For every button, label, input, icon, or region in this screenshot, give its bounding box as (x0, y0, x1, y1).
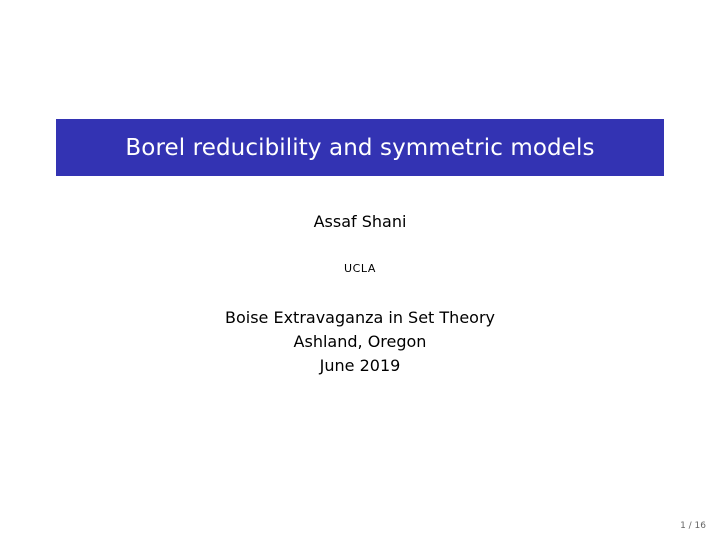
event-info (0, 306, 720, 378)
event-date: June 2019 (319, 356, 401, 375)
slide-title: Borel reducibility and symmetric models (125, 134, 595, 161)
event-name: Boise Extravaganza in Set Theory (225, 308, 495, 327)
event-location: Ashland, Oregon (293, 332, 427, 351)
institute-name: UCLA (343, 262, 377, 275)
page-number: 1 / 16 (680, 521, 706, 531)
title-banner (56, 119, 664, 176)
author-name: Assaf Shani (313, 212, 407, 231)
